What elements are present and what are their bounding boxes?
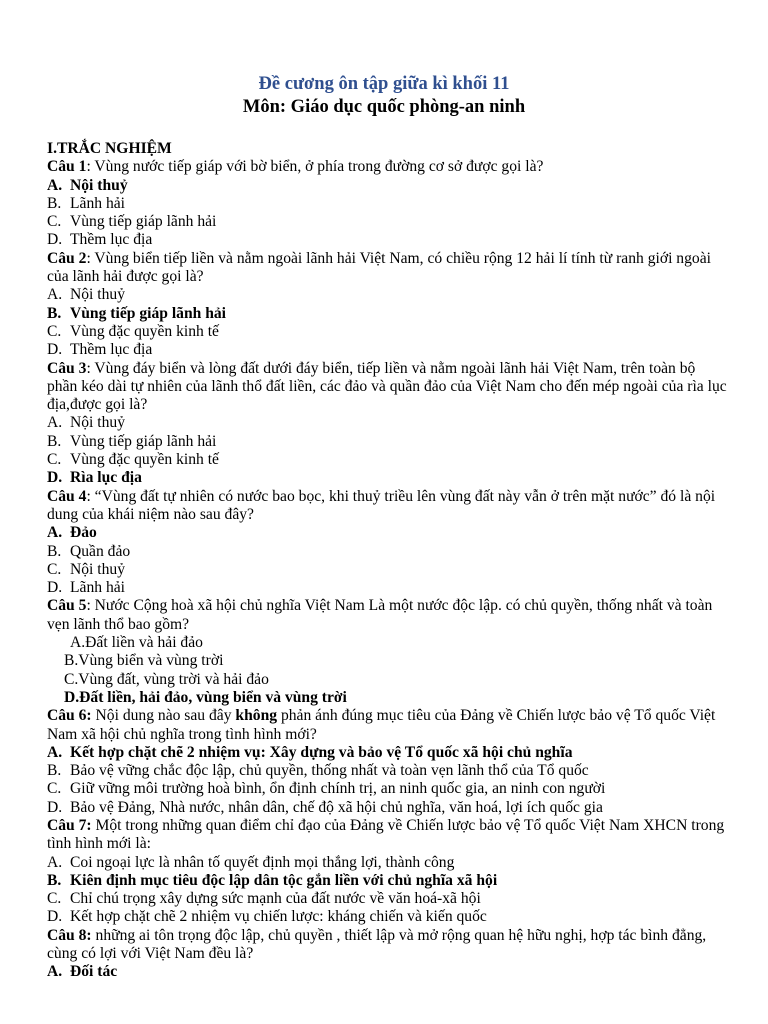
- option-c: [47, 780, 727, 798]
- document-content: [47, 140, 727, 982]
- option-text: Kết hợp chặt chẽ 2 nhiệm vụ chiến lược: kháng chiến và kiến quốc: [70, 908, 487, 926]
- option-letter: A.: [47, 176, 63, 194]
- question-7: [47, 817, 727, 854]
- option-text: Đối tác: [70, 963, 118, 981]
- option-b: [47, 543, 727, 561]
- option-b: [47, 305, 727, 323]
- option-letter: C.: [47, 780, 62, 798]
- option-text: Kết hợp chặt chẽ 2 nhiệm vụ: Xây dựng và bảo vệ Tổ quốc xã hội chủ nghĩa: [70, 743, 573, 761]
- option-text: Vùng tiếp giáp lãnh hải: [70, 432, 217, 450]
- options-list: [47, 744, 727, 817]
- question-5: [47, 597, 727, 634]
- option-a: A.Đất liền và hải đảo: [70, 634, 203, 652]
- option-text: Vùng đặc quyền kinh tế: [70, 322, 219, 340]
- option-d: [47, 908, 727, 926]
- question-4: [47, 488, 727, 525]
- option-text: Giữ vững môi trường hoà bình, ổn định chính trị, an ninh quốc gia, an ninh con người: [70, 780, 606, 798]
- option-letter: A.: [47, 414, 63, 432]
- option-a: [47, 286, 727, 304]
- question-text: : Nước Cộng hoà xã hội chủ nghĩa Việt Nam Là một nước độc lập. có chủ quyền, thống nhất và toàn vẹn lãnh thổ bao gồm?: [47, 597, 713, 633]
- section-heading: I.TRẮC NGHIỆM: [47, 140, 172, 157]
- option-text: Đảo: [70, 524, 97, 542]
- question-text-rest: phản ánh đúng mục tiêu của Đảng về Chiến lược bảo vệ Tổ quốc Việt Nam xã hội chủ nghĩa trong tình hình mới?: [47, 707, 716, 743]
- option-text: Lãnh hải: [70, 579, 125, 597]
- question-label: Câu 4: [47, 487, 87, 505]
- question-text: những ai tôn trọng độc lập, chủ quyền , thiết lập và mở rộng quan hệ hữu nghị, hợp tác bình đẳng, cùng có lợi với Việt Nam đều là?: [47, 926, 707, 963]
- options-list: [47, 854, 727, 927]
- option-text: Kiên định mục tiêu độc lập dân tộc gắn liền với chủ nghĩa xã hội: [70, 871, 498, 889]
- option-b: [47, 762, 727, 780]
- question-3: [47, 360, 727, 415]
- option-text: Vùng đặc quyền kinh tế: [70, 451, 219, 469]
- option-letter: D.: [47, 908, 63, 926]
- option-c: C.Vùng đất, vùng trời và hải đảo: [64, 670, 269, 688]
- question-text: Một trong những quan điểm chỉ đạo của Đảng về Chiến lược bảo vệ Tổ quốc Việt Nam XHCN trong tình hình mới là:: [47, 816, 725, 853]
- question-text: Nội dung nào sau đây: [91, 707, 236, 725]
- question-label: Câu 2: [47, 249, 87, 267]
- option-b: B.Vùng biển và vùng trời: [64, 652, 224, 670]
- option-d: D.Đất liền, hải đảo, vùng biển và vùng trời: [64, 688, 347, 706]
- option-letter: C.: [47, 451, 62, 469]
- option-letter: D.: [47, 798, 63, 816]
- option-a: [47, 854, 727, 872]
- option-letter: C.: [47, 890, 62, 908]
- option-letter: D.: [47, 231, 63, 249]
- question-8: [47, 927, 727, 964]
- option-letter: C.: [47, 322, 62, 340]
- option-text: Vùng tiếp giáp lãnh hải: [70, 304, 226, 322]
- option-letter: B.: [47, 542, 62, 560]
- options-list: [47, 524, 727, 597]
- option-letter: B.: [47, 762, 62, 780]
- question-6: [47, 707, 727, 744]
- option-letter: B.: [47, 432, 62, 450]
- option-letter: A.: [47, 286, 63, 304]
- option-text: Vùng tiếp giáp lãnh hải: [70, 213, 217, 231]
- option-c: [47, 213, 727, 231]
- option-letter: A.: [47, 963, 63, 981]
- option-letter: C.: [47, 560, 62, 578]
- option-text: Nội thuỷ: [70, 286, 126, 304]
- option-text: Lãnh hải: [70, 194, 125, 212]
- question-1: [47, 158, 727, 176]
- options-list: [47, 286, 727, 359]
- options-list: [47, 963, 727, 981]
- option-b: [47, 433, 727, 451]
- options-list: [47, 634, 727, 707]
- option-a: [47, 414, 727, 432]
- options-list: [47, 414, 727, 487]
- option-letter: D.: [47, 341, 63, 359]
- option-letter: B.: [47, 304, 62, 322]
- option-letter: C.: [47, 213, 62, 231]
- option-d: [47, 469, 727, 487]
- option-d: [47, 231, 727, 249]
- option-letter: B.: [47, 871, 62, 889]
- option-letter: D.: [47, 579, 63, 597]
- option-text: Coi ngoại lực là nhân tố quyết định mọi thắng lợi, thành công: [70, 853, 455, 871]
- option-c: [47, 323, 727, 341]
- option-text: Thềm lục địa: [70, 341, 153, 359]
- question-label: Câu 6:: [47, 707, 92, 725]
- option-text: Bảo vệ Đảng, Nhà nước, nhân dân, chế độ xã hội chủ nghĩa, văn hoá, lợi ích quốc gia: [70, 798, 603, 816]
- option-c: [47, 890, 727, 908]
- option-letter: A.: [47, 853, 63, 871]
- document-title: Đề cương ôn tập giữa kì khối 11: [258, 74, 510, 94]
- question-label: Câu 5: [47, 597, 87, 615]
- option-b: [47, 195, 727, 213]
- option-a: [47, 744, 727, 762]
- option-text: Chỉ chú trọng xây dựng sức mạnh của đất nước về văn hoá-xã hội: [70, 890, 481, 908]
- option-text: Bảo vệ vững chắc độc lập, chủ quyền, thống nhất và toàn vẹn lãnh thổ của Tổ quốc: [70, 762, 589, 780]
- question-emphasis: không: [235, 707, 278, 725]
- option-text: Quần đảo: [70, 542, 131, 560]
- question-label: Câu 7:: [47, 816, 92, 834]
- options-list: [47, 177, 727, 250]
- option-d: [47, 579, 727, 597]
- question-2: [47, 250, 727, 287]
- option-b: [47, 872, 727, 890]
- option-letter: A.: [47, 743, 63, 761]
- option-a: [47, 177, 727, 195]
- option-text: Nội thuỷ: [70, 414, 126, 432]
- option-letter: A.: [47, 524, 63, 542]
- option-text: Thềm lục địa: [70, 231, 153, 249]
- question-text: : Vùng đáy biển và lòng đất dưới đáy biển, tiếp liền và nằm ngoài lãnh hải Việt Nam, trên toàn bộ phần kéo dài tự nhiên của lãnh thổ đất liền, các đảo và quần đảo của Việt Nam cho đến mép ngoài của rìa lục địa,được gọi là?: [47, 359, 727, 414]
- option-letter: D.: [47, 469, 63, 487]
- option-a: [47, 524, 727, 542]
- option-c: [47, 561, 727, 579]
- option-letter: B.: [47, 194, 62, 212]
- option-d: [47, 799, 727, 817]
- question-label: Câu 8:: [47, 926, 92, 944]
- option-text: Nội thuỷ: [70, 176, 128, 194]
- document-subject: Môn: Giáo dục quốc phòng-an ninh: [242, 97, 526, 117]
- question-label: Câu 1: [47, 158, 87, 176]
- question-text: : “Vùng đất tự nhiên có nước bao bọc, khi thuỷ triều lên vùng đất này vẫn ở trên mặt nước” đó là nội dung của khái niệm nào sau đây?: [47, 487, 716, 523]
- option-text: Rìa lục địa: [70, 469, 142, 487]
- option-c: [47, 451, 727, 469]
- option-d: [47, 341, 727, 359]
- option-a: [47, 963, 727, 981]
- question-label: Câu 3: [47, 359, 87, 377]
- question-text: : Vùng nước tiếp giáp với bờ biển, ở phía trong đường cơ sở được gọi là?: [86, 158, 544, 176]
- option-text: Nội thuỷ: [70, 560, 126, 578]
- question-text: : Vùng biển tiếp liền và nằm ngoài lãnh hải Việt Nam, có chiều rộng 12 hải lí tính từ ranh giới ngoài của lãnh hải được gọi là?: [47, 249, 711, 286]
